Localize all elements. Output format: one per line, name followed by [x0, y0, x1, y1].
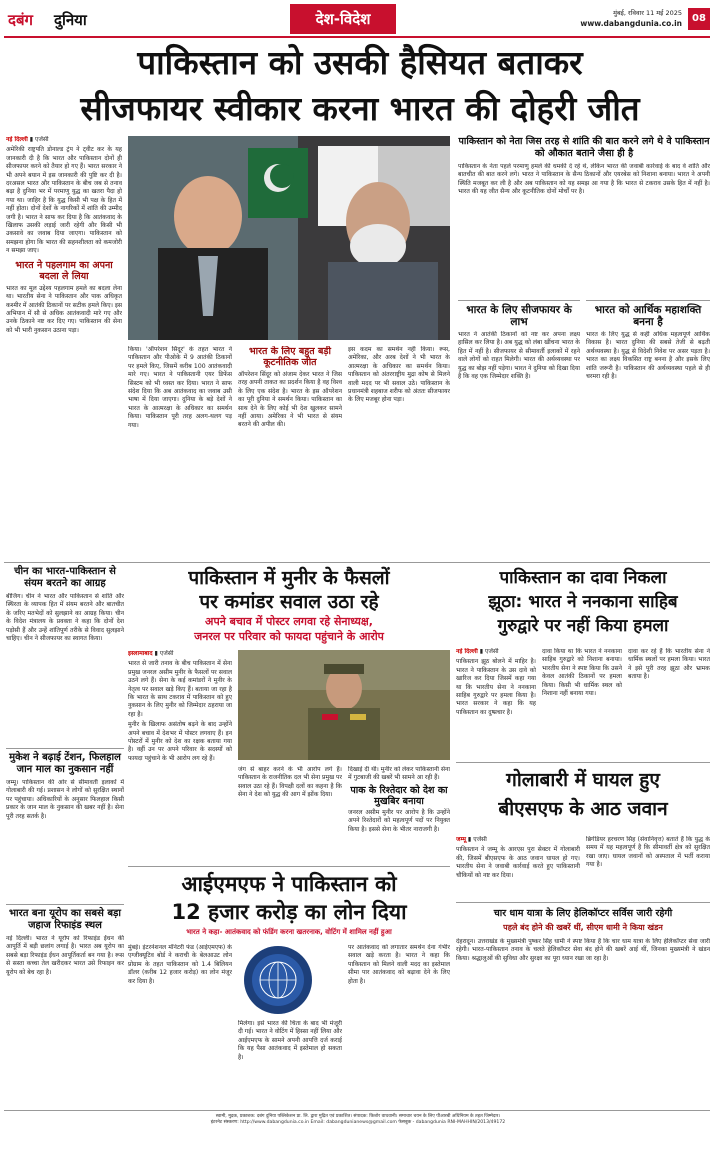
main-story-col3 [238, 346, 342, 556]
main-story-col4 [348, 346, 450, 556]
nankana-col3-text: दावा कर रहे हैं कि भारतीय सेना ने धार्मिक स्थलों पर हमला किया। भारत ने इसे पूरी तरह झूठा और भ्रामक बताया है। [628, 648, 710, 681]
nankana-headline [456, 566, 710, 642]
bsf-col2-text: ब्रिगेडियर हरचरण सिंह (सेवानिवृत्त) बताते हैं कि युद्ध के समय में यह महत्वपूर्ण है कि सीमावर्ती क्षेत्र को सुरक्षित रखा जाए। घायल जवानों को अस्पताल में भर्ती कराया गया है। [586, 836, 710, 869]
leaders-photo-svg [128, 136, 450, 340]
divider-china [6, 748, 124, 749]
footer-rule [4, 1110, 710, 1111]
main-col1-text: अमेरिकी राष्ट्रपति डोनाल्ड ट्रंप ने ट्वीट कर के यह जानकारी दी है कि भारत और पाकिस्तान दोनों ही सीजफायर करने को तैयार हो गए हैं। भारत सरकार ने भी अपने बयान में इस जानकारी की पुष्टि कर दी है। दरअसल भारत और पाकिस्तान के बीच जब से तनाव बढ़ा है दुनिया भर में परमाणु युद्ध का खतरा पैदा हो गया था। जाहिर है कि युद्ध किसी भी पक्ष के हित में नहीं होता। दोनों देशों के नागरिकों में शांति की उम्मीद जगी है। भारत ने साफ कर दिया है कि आतंकवाद के खिलाफ उसकी लड़ाई जारी रहेगी और किसी भी उकसावे का जवाब दिया जाएगा। पाकिस्तान को समझना होगा कि भारत की सहनशीलता को कमजोरी न समझा जाए। [6, 146, 122, 255]
box2-text: भारत के लिए युद्ध से कहीं अधिक महत्वपूर्ण आर्थिक विकास है। भारत दुनिया की सबसे तेजी से बढ़ती अर्थव्यवस्था है। युद्ध से विदेशी निवेश पर असर पड़ता है। भारत का लक्ष्य विकसित राष्ट्र बनना है और इसके लिए शांति जरूरी है। पाकिस्तान की अर्थव्यवस्था पहले से ही चरमरा रही है। [586, 331, 710, 381]
chardham-text: देहरादून। उत्तराखंड के मुख्यमंत्री पुष्कर सिंह धामी ने स्पष्ट किया है कि चार धाम यात्रा के लिए हेलिकॉप्टर सेवा जारी रहेगी। भारत-पाकिस्तान तनाव के चलते हेलिकॉप्टर सेवा बंद होने की खबरें आई थीं, जिनका मुख्यमंत्री ने खंडन किया। श्रद्धालुओं की सुविधा और सुरक्षा का पूरा ध्यान रखा जा रहा है। [456, 938, 710, 962]
imf-col3 [348, 944, 450, 1104]
page-number: 08 [688, 8, 710, 30]
box2 [586, 300, 710, 556]
munir-col2 [238, 766, 342, 860]
masthead [4, 4, 712, 34]
divider-chardham [456, 902, 710, 903]
imf-seal [238, 944, 318, 1016]
main-story-col1: नई दिल्ली ▮ एजेंसी अमेरिकी राष्ट्रपति डोनाल्ड ट्रंप ने ट्वीट कर के यह जानकारी दी है कि भारत और पाकिस्तान दोनों ही सीजफायर करने को तैयार हो गए हैं। भारत सरकार ने भी अपने बयान में इस जानकारी की पुष्टि कर दी है। दरअसल भारत और पाकिस्तान के बीच जब से तनाव बढ़ा है दुनिया भर में परमाणु युद्ध का खतरा पैदा हो गया था। जाहिर है कि युद्ध किसी भी पक्ष के हित में नहीं होता। दोनों देशों के नागरिकों में शांति की उम्मीद जगी है। भारत ने साफ कर दिया है कि आतंकवाद के खिलाफ उसकी लड़ाई जारी रहेगी और किसी भी उकसावे का जवाब दिया जाएगा। पाकिस्तान को समझना होगा कि भारत की सहनशीलता को कमजोरी न समझा जाए। भारत ने पहलगाम का अपना बदला ले लिया भारत का मूल उद्देश्य पहलगाम हमले का बदला लेना था। भारतीय सेना ने पाकिस्तान और पाक अधिकृत कश्मीर में आतंकी ठिकानों पर सटीक हमले किए। इस अभियान में सौ से अधिक आतंकवादी मारे गए और उनके ठिकाने नष्ट कर दिए गए। पाकिस्तान की सेना को भी भारी नुकसान उठाना पड़ा। [6, 136, 122, 334]
munir-headline-line1: पाकिस्तान में मुनीर के फैसलों [188, 567, 390, 589]
bsf-col1-text: पाकिस्तान ने जम्मू के आरएस पुरा सेक्टर में गोलाबारी की, जिसमें बीएसएफ के आठ जवान घायल हो गए। भारतीय सेना ने जवाबी कार्रवाई करते हुए पाकिस्तानी चौकियों को नष्ट कर दिया। [456, 846, 580, 879]
nankana-col1: नई दिल्ली ▮ एजेंसी पाकिस्तान झूठ बोलने में माहिर है। भारत ने पाकिस्तान के उस दावे को खारिज कर दिया जिसमें कहा गया था कि भारतीय सेना ने ननकाना साहिब गुरुद्वारे पर हमला किया है। भारत सरकार ने कहा कि यह पाकिस्तान का दुष्प्रचार है। [456, 648, 536, 716]
munir-agency: एजेंसी [159, 650, 174, 657]
main-right-head: पाकिस्तान को नेता जिस तरह से शांति की बात करने लगे थे वे पाकिस्तान को औकात बताने जैसा ही है [458, 136, 710, 159]
logo-prefix: दबंग [8, 11, 33, 29]
bsf-col2 [586, 836, 710, 898]
munir-col3-text-b: जनरल असीम मुनीर पर आरोप है कि उन्होंने अपने रिश्तेदारों को महत्वपूर्ण पदों पर नियुक्त किया है। इससे सेना के भीतर नाराजगी है। [348, 808, 450, 833]
main-story-col2 [128, 346, 232, 556]
nankana-col2-text: दावा किया था कि भारत ने ननकाना साहिब गुरुद्वारे को निशाना बनाया। भारतीय सेना ने स्पष्ट किया कि उसने केवल आतंकी ठिकानों पर हमला किया। किसी भी धार्मिक स्थल को निशाना नहीं बनाया गया। [542, 648, 622, 698]
munir-col3 [348, 766, 450, 860]
main-headline [20, 40, 700, 132]
nankana-headline-line3: गुरुद्वारे पर नहीं किया हमला [497, 616, 669, 636]
main-right-block [458, 136, 710, 556]
nankana-headline-line1: पाकिस्तान का दावा निकला [499, 568, 667, 588]
mukesh-headline: मुकेश ने बढ़ाई टेंशन, फिलहाल जान माल का नुकसान नहीं [9, 752, 121, 775]
bharat-story [6, 908, 124, 1106]
divider-imf [128, 866, 450, 867]
footer-line1: स्वामी, मुद्रक, प्रकाशक: दबंग दुनिया पब्लिकेशन प्रा. लि. द्वारा मुद्रित एवं प्रकाशित। संपादक: किशोर वाधवानी। समाचार चयन के लिए पीआरबी अधिनियम के तहत जिम्मेदार। [215, 1114, 501, 1119]
china-story [6, 566, 124, 746]
main-col1-subhead: भारत ने पहलगाम का अपना बदला ले लिया [15, 259, 113, 282]
munir-photo [238, 650, 450, 760]
box1-head: भारत के लिए सीजफायर के लाभ [466, 304, 572, 328]
main-headline-line1: पाकिस्तान को उसकी हैसियत बताकर [137, 43, 583, 82]
main-col3-text: ऑपरेशन सिंदूर को अंजाम देकर भारत ने जिस तरह अपनी ताकत का प्रदर्शन किया है वह विश्व के लिए एक संदेश है। भारत के इस ऑपरेशन का पूरी दुनिया ने समर्थन किया। पाकिस्तान का साथ देने के लिए कोई भी देश खुलकर सामने नहीं आया। अमेरिका ने भी भारत से संयम बरतने की अपील की। [238, 371, 342, 429]
imf-seal-svg [238, 944, 318, 1016]
divider-bsf [456, 762, 710, 763]
main-col4-text: इस कदम का समर्थन नहीं किया। रूस, अमेरिका, और अरब देशों ने भी भारत के आत्मरक्षा के अधिकार का समर्थन किया। पाकिस्तान को अंतरराष्ट्रीय मुद्रा कोष से मिलने वाली मदद पर भी सवाल उठे। पाकिस्तान के प्रधानमंत्री शहबाज शरीफ को अंततः सीजफायर के लिए मजबूर होना पड़ा। [348, 346, 450, 404]
logo-main: दुनिया [54, 11, 87, 29]
imf-col1 [128, 944, 232, 1104]
munir-subhead: पाक के रिश्तेदार को देश का मुखबिर बनाया [350, 784, 448, 807]
imf-col2-text: मिलेगा। इसे भारत की चिंता के बाद भी मंजूरी दी गई। भारत ने वोटिंग में हिस्सा नहीं लिया और आईएमएफ के सामने अपनी आपत्ति दर्ज कराई कि यह पैसा आतंकवाद में इस्तेमाल हो सकता है। [238, 1020, 342, 1061]
imf-col2 [238, 1020, 342, 1104]
divider-mukesh [6, 904, 124, 905]
website-link[interactable]: www.dabangdunia.co.in [580, 19, 682, 28]
chardham-subhead: पहले बंद होने की खबरें थीं, सीएम धामी ने किया खंडन [503, 923, 663, 932]
section-label: देश-विदेश [315, 10, 371, 28]
munir-col1-text-b: मुनीर के खिलाफ असंतोष बढ़ने के बाद उन्होंने अपने बचाव में देशभर में पोस्टर लगवाए हैं। इन पोस्टरों में मुनीर को देश का रक्षक बताया गया है। वहीं उन पर अपने परिवार के सदस्यों को फायदा पहुंचाने के भी आरोप लग रहे हैं। [128, 721, 232, 762]
nankana-agency: एजेंसी [485, 648, 499, 655]
imf-headline-line1: आईएमएफ ने पाकिस्तान को [181, 872, 397, 896]
footer [6, 1114, 710, 1144]
logo [8, 4, 168, 34]
imf-col3-text: पर आतंकवाद को लगातार समर्थन देना गंभीर सवाल खड़े करता है। भारत ने कहा कि पाकिस्तान को मिलने वाली मदद का इस्तेमाल सीमा पार आतंकवाद को बढ़ावा देने के लिए होता है। [348, 944, 450, 985]
munir-subheadline [128, 614, 450, 644]
chardham-headline: चार धाम यात्रा के लिए हेलिकॉप्टर सर्विस जारी रहेगी [493, 908, 673, 919]
section-divider-1 [4, 562, 710, 563]
china-headline: चीन का भारत-पाकिस्तान से संयम बरतने का आग्रह [14, 566, 116, 589]
imf-headline [128, 870, 450, 926]
bsf-headline [456, 766, 710, 832]
nankana-dateline: नई दिल्ली [456, 648, 478, 655]
nankana-col2 [542, 648, 622, 758]
munir-sub-line2: जनरल पर परिवार को फायदा पहुंचाने के आरोप [194, 630, 384, 643]
imf-headline-line2: 12 हजार करोड़ का लोन दिया [171, 900, 407, 924]
box1-text: भारत ने आतंकी ठिकानों को नष्ट कर अपना लक्ष्य हासिल कर लिया है। अब युद्ध को लंबा खींचना भारत के हित में नहीं है। सीजफायर से सीमावर्ती इलाकों में रहने वाले लोगों को राहत मिलेगी। भारत की अर्थव्यवस्था पर युद्ध का बोझ नहीं पड़ेगा। भारत ने दुनिया को दिखा दिया है कि वह एक जिम्मेदार शक्ति है। [458, 331, 580, 381]
main-col1-text-b: भारत का मूल उद्देश्य पहलगाम हमले का बदला लेना था। भारतीय सेना ने पाकिस्तान और पाक अधिकृत कश्मीर में आतंकी ठिकानों पर सटीक हमले किए। इस अभियान में सौ से अधिक आतंकवादी मारे गए और उनके ठिकाने नष्ट कर दिए गए। पाकिस्तान की सेना को भी भारी नुकसान उठाना पड़ा। [6, 284, 122, 334]
leaders-photo [128, 136, 450, 340]
main-dateline: नई दिल्ली [6, 136, 28, 143]
masthead-rule [4, 36, 710, 38]
bsf-headline-line2: बीएसएफ के आठ जवान [498, 798, 668, 820]
box1 [458, 300, 580, 556]
main-col3-subhead: भारत के लिए बहुत बड़ी कूटनीतिक जीत [249, 346, 331, 368]
bsf-col1: जम्मू ▮ एजेंसी पाकिस्तान ने जम्मू के आरएस पुरा सेक्टर में गोलाबारी की, जिसमें बीएसएफ के आठ जवान घायल हो गए। भारतीय सेना ने जवाबी कार्रवाई करते हुए पाकिस्तानी चौकियों को नष्ट कर दिया। [456, 836, 580, 879]
munir-col2-text: जंग से बाहर करने के भी आरोप लगे हैं। पाकिस्तान के राजनीतिक दल भी सेना प्रमुख पर सवाल उठा रहे हैं। विपक्षी दलों का कहना है कि सेना ने देश को युद्ध की आग में झोंक दिया। [238, 766, 342, 799]
nankana-headline-line2: झूठा: भारत ने ननकाना साहिब [488, 592, 678, 612]
imf-subhead: भारत ने कहा- आतंकवाद को फंडिंग करना खतरनाक, वोटिंग में शामिल नहीं हुआ [186, 928, 392, 936]
box2-head: भारत को आर्थिक महाशक्ति बनना है [594, 304, 702, 328]
footer-line2: इंटरनेट संस्करण: http://www.dabangdunia.co.in Email: dabangdunianews@gmail.com फेसबुक - dabangdunia RNI-MAHHIN/2013/49172 [210, 1120, 506, 1126]
munir-col3-text: दिखाई दी थी। मुनीर को लेकर पाकिस्तानी सेना में गुटबाजी की खबरें भी सामने आ रही हैं। [348, 766, 450, 782]
munir-col1: इस्लामाबाद ▮ एजेंसी भारत से जारी तनाव के बीच पाकिस्तान में सेना प्रमुख जनरल असीम मुनीर के फैसलों पर सवाल उठने लगे हैं। सेना के कई कमांडरों ने मुनीर के नेतृत्व पर सवाल खड़े किए हैं। बताया जा रहा है कि भारत के साथ टकराव में पाकिस्तान को हुए नुकसान के लिए मुनीर को जिम्मेदार ठहराया जा रहा है। मुनीर के खिलाफ असंतोष बढ़ने के बाद उन्होंने अपने बचाव में देशभर में पोस्टर लगवाए हैं। इन पोस्टरों में मुनीर को देश का रक्षक बताया गया है। वहीं उन पर अपने परिवार के सदस्यों को फायदा पहुंचाने के भी आरोप लग रहे हैं। [128, 650, 232, 762]
main-col2-text: किया। 'ऑपरेशन सिंदूर' के तहत भारत ने पाकिस्तान और पीओके में 9 आतंकी ठिकानों पर हमले किए, जिसमें करीब 100 आतंकवादी मारे गए। भारत ने पाकिस्तानी एयर डिफेंस सिस्टम को भी ध्वस्त कर दिया। भारत ने साफ संदेश दिया कि अब आतंकवाद का जवाब उसी भाषा में दिया जाएगा। दुनिया के बड़े देशों ने भारत के आत्मरक्षा के अधिकार का समर्थन किया। पाकिस्तान पूरी तरह अलग-थलग पड़ गया। [128, 346, 232, 429]
munir-col1-text: भारत से जारी तनाव के बीच पाकिस्तान में सेना प्रमुख जनरल असीम मुनीर के फैसलों पर सवाल उठने लगे हैं। सेना के कई कमांडरों ने मुनीर के नेतृत्व पर सवाल खड़े किए हैं। बताया जा रहा है कि भारत के साथ टकराव में पाकिस्तान को हुए नुकसान के लिए मुनीर को जिम्मेदार ठहराया जा रहा है। [128, 660, 232, 718]
mukesh-story [6, 752, 124, 902]
main-headline-line2: सीजफायर स्वीकार करना भारत की दोहरी जीत [80, 89, 640, 128]
munir-dateline: इस्लामाबाद [128, 650, 153, 657]
munir-headline [128, 566, 450, 614]
nankana-col1-text: पाकिस्तान झूठ बोलने में माहिर है। भारत ने पाकिस्तान के उस दावे को खारिज कर दिया जिसमें कहा गया था कि भारतीय सेना ने ननकाना साहिब गुरुद्वारे पर हमला किया है। भारत सरकार ने कहा कि यह पाकिस्तान का दुष्प्रचार है। [456, 658, 536, 716]
bsf-agency: एजेंसी [473, 836, 487, 843]
mukesh-text: जम्मू। पाकिस्तान की ओर से सीमावर्ती इलाकों में गोलाबारी की गई। प्रशासन ने लोगों को सुरक्षित स्थानों पर पहुंचाया। अधिकारियों के अनुसार फिलहाल किसी प्रकार के जान माल के नुकसान की खबर नहीं है। सेना पूरी तरह सतर्क है। [6, 779, 124, 820]
issue-date: मुंबई, रविवार 11 मई 2025 [613, 9, 682, 17]
china-text: बीजिंग। चीन ने भारत और पाकिस्तान से शांति और स्थिरता के व्यापक हित में संयम बरतने और बातचीत के जरिए मतभेदों को सुलझाने का आग्रह किया। चीन के विदेश मंत्रालय के प्रवक्ता ने कहा कि दोनों देश पड़ोसी हैं और उन्हें शांतिपूर्ण तरीके से विवाद सुलझाने चाहिए। चीन ने सीजफायर का स्वागत किया। [6, 593, 124, 643]
munir-sub-line1: अपने बचाव में पोस्टर लगवा रहे सेनाध्यक्ष, [205, 615, 373, 628]
bsf-headline-line1: गोलाबारी में घायल हुए [506, 769, 660, 791]
bsf-dateline: जम्मू [456, 836, 466, 843]
munir-headline-line2: पर कमांडर सवाल उठा रहे [199, 591, 379, 613]
bharat-text: नई दिल्ली। भारत ने यूरोप को रिफाइंड ईंधन की आपूर्ति में बड़ी छलांग लगाई है। भारत अब यूरोप का सबसे बड़ा रिफाइंड ईंधन आपूर्तिकर्ता बन गया है। रूस से सस्ता कच्चा तेल खरीदकर भारत उसे रिफाइन कर यूरोप को बेच रहा है। [6, 935, 124, 976]
nankana-col3 [628, 648, 710, 758]
section-banner [290, 4, 396, 34]
main-agency: एजेंसी [35, 136, 49, 143]
bharat-headline: भारत बना यूरोप का सबसे बड़ा जहाज रिफाइंड स्थल [9, 908, 121, 931]
munir-photo-svg [238, 650, 450, 760]
imf-col1-text: मुंबई। इंटरनेशनल मॉनेटरी फंड (आईएमएफ) के एग्जीक्यूटिव बोर्ड ने कराची के बेलआउट लोन प्रोग्राम के तहत पाकिस्तान को 1.4 बिलियन डॉलर (करीब 12 हजार करोड़) का लोन मंजूर कर दिया है। [128, 944, 232, 985]
date-block [552, 8, 682, 32]
main-right-text: पाकिस्तान के नेता पहले परमाणु हमले की धमकी दे रहे थे, लेकिन भारत की जवाबी कार्रवाई के बाद वे शांति और बातचीत की बात करने लगे। भारत ने पाकिस्तान के सैन्य ठिकानों और एयरबेस को निशाना बनाया। भारत ने अपनी स्थिति मजबूत कर ली है और अब पाकिस्तान को यह समझ आ गया है कि भारत से टकराव उसके हित में नहीं है। भारत की यह जीत सैन्य और कूटनीतिक दोनों मोर्चों पर है। [458, 163, 710, 196]
